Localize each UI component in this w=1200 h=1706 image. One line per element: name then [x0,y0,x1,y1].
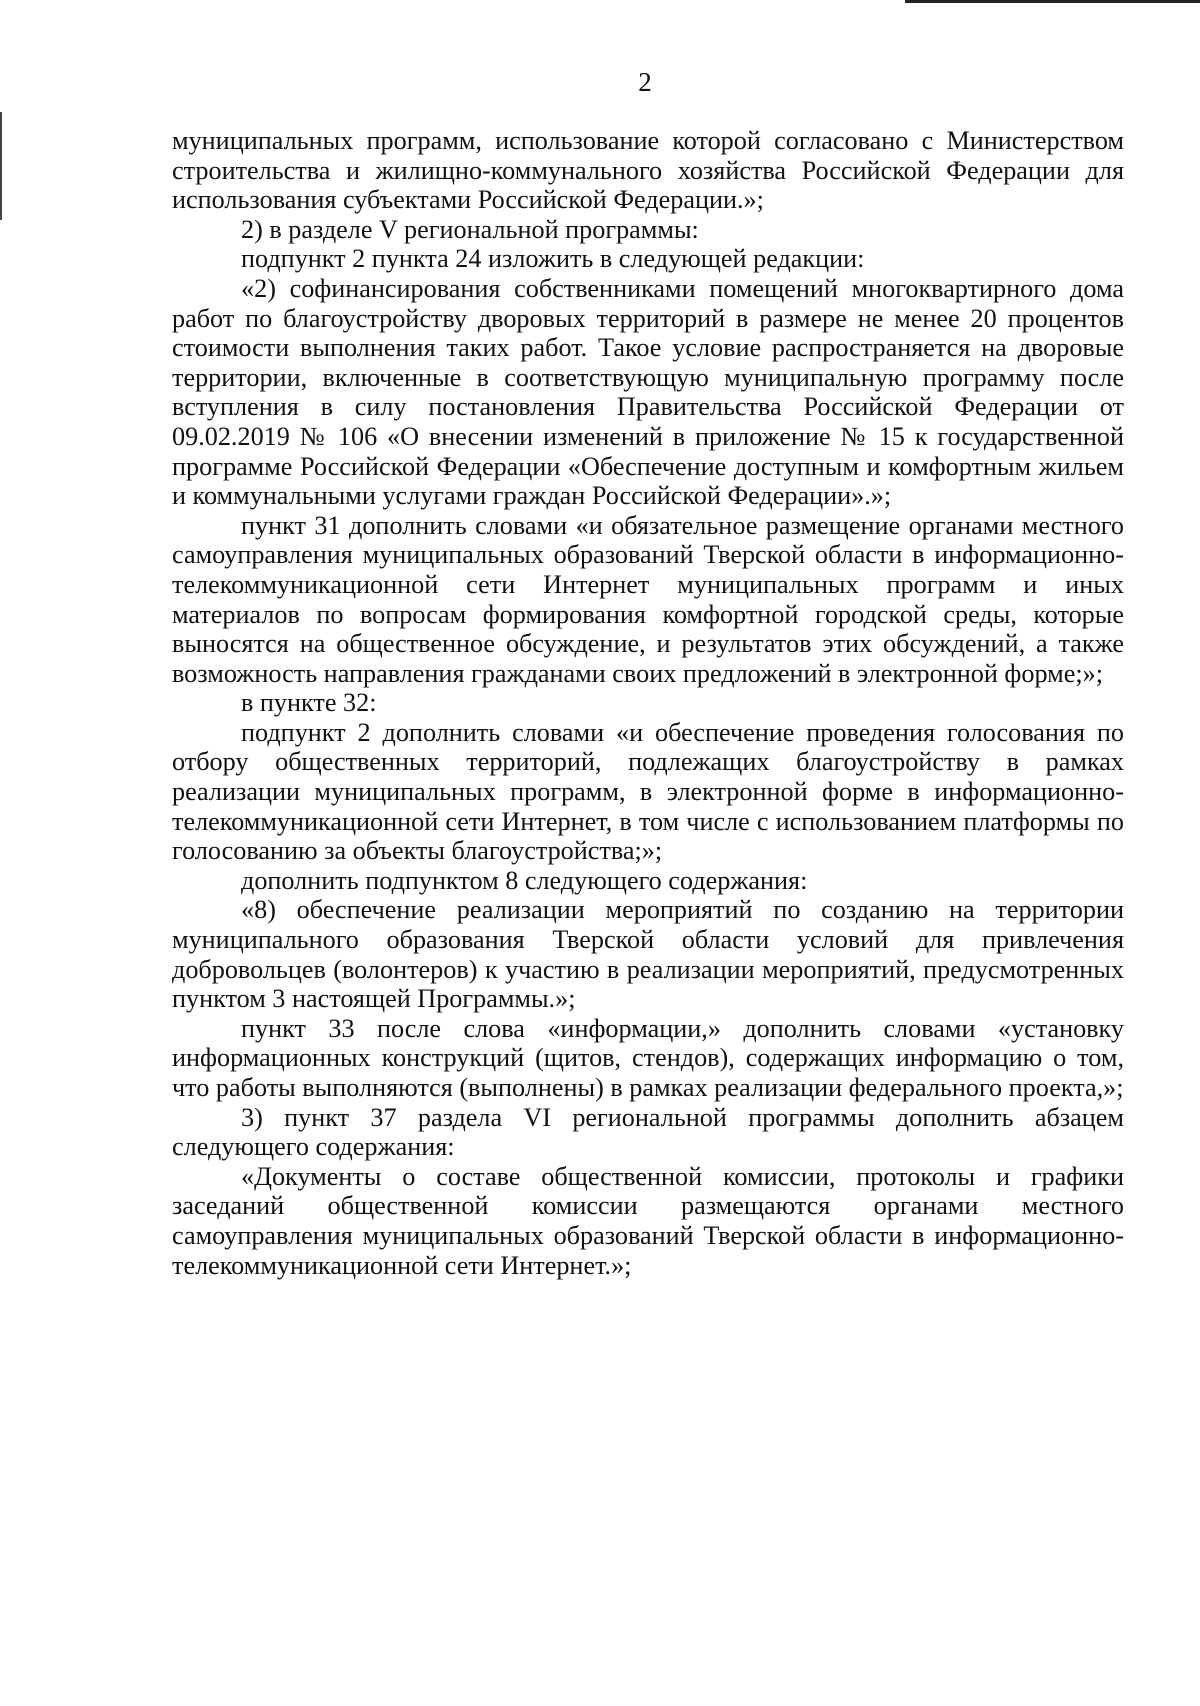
document-body [172,126,1124,1280]
scan-edge-left [0,112,2,220]
paragraph-commission-documents-quote: «Документы о составе общественной комиссии, протоколы и графики заседаний общественной комиссии размещаются органами местного самоуправления муниципальных образований Тверской области в информационно-телекоммуникационной сети Интернет.»; [172,1161,1124,1280]
paragraph-item-32-subitem-2: подпункт 2 дополнить словами «и обеспечение проведения голосования по отбору общественных территорий, подлежащих благоустройству в рамках реализации муниципальных программ, в электронной форме в информационно-телекоммуникационной сети Интернет, в том числе с использованием платформы по голосованию за объекты благоустройства;»; [172,717,1124,866]
paragraph-subitem-8-quote: «8) обеспечение реализации мероприятий по созданию на территории муниципального образования Тверской области условий для привлечения добровольцев (волонтеров) к участию в реализации мероприятий, предусмотренных пунктом 3 настоящей Программы.»; [172,895,1124,1014]
paragraph-add-subitem-8: дополнить подпунктом 8 следующего содержания: [241,865,808,895]
paragraph-item-32-heading: в пункте 32: [241,688,377,718]
paragraph-item-31: пункт 31 дополнить словами «и обязательное размещение органами местного самоуправления муниципальных образований Тверской области в информационно-телекоммуникационной сети Интернет муниципальных программ и иных материалов по вопросам формирования комфортной городской среды, которые выносятся на общественное обсуждение, и результатов этих обсуждений, а также возможность направления гражданами своих предложений в электронной форме;»; [172,510,1124,688]
paragraph-item-37-section-vi: 3) пункт 37 раздела VI региональной программы дополнить абзацем следующего содержания: [172,1102,1124,1162]
paragraph-section-v-heading: 2) в разделе V региональной программы: [241,214,699,244]
paragraph-cofinancing-quote: «2) софинансирования собственниками помещений многоквартирного дома работ по благоустройству дворовых территорий в размере не менее 20 процентов стоимости выполнения таких работ. Такое условие распространяется на дворовые территории, включенные в соответствующую муниципальную программу после вступления в силу постановления Правительства Российской Федерации от 09.02.2019 № 106 «О внесении изменений в приложение № 15 к государственной программе Российской Федерации «Обеспечение доступным и комфортным жильем и коммунальными услугами граждан Российской Федерации».»; [172,273,1124,511]
paragraph-continuation: муниципальных программ, использование которой согласовано с Министерством строительства и жилищно-коммунального хозяйства Российской Федерации для использования субъектами Российской Федерации.»; [172,126,1124,215]
paragraph-item-33: пункт 33 после слова «информации,» дополнить словами «установку информационных конструкций (щитов, стендов), содержащих информацию о том, что работы выполняются (выполнены) в рамках реализации федерального проекта,»; [172,1013,1124,1102]
paragraph-subitem-2-item-24: подпункт 2 пункта 24 изложить в следующей редакции: [241,244,865,274]
page-number: 2 [638,67,652,97]
scan-edge-top [905,0,1200,3]
